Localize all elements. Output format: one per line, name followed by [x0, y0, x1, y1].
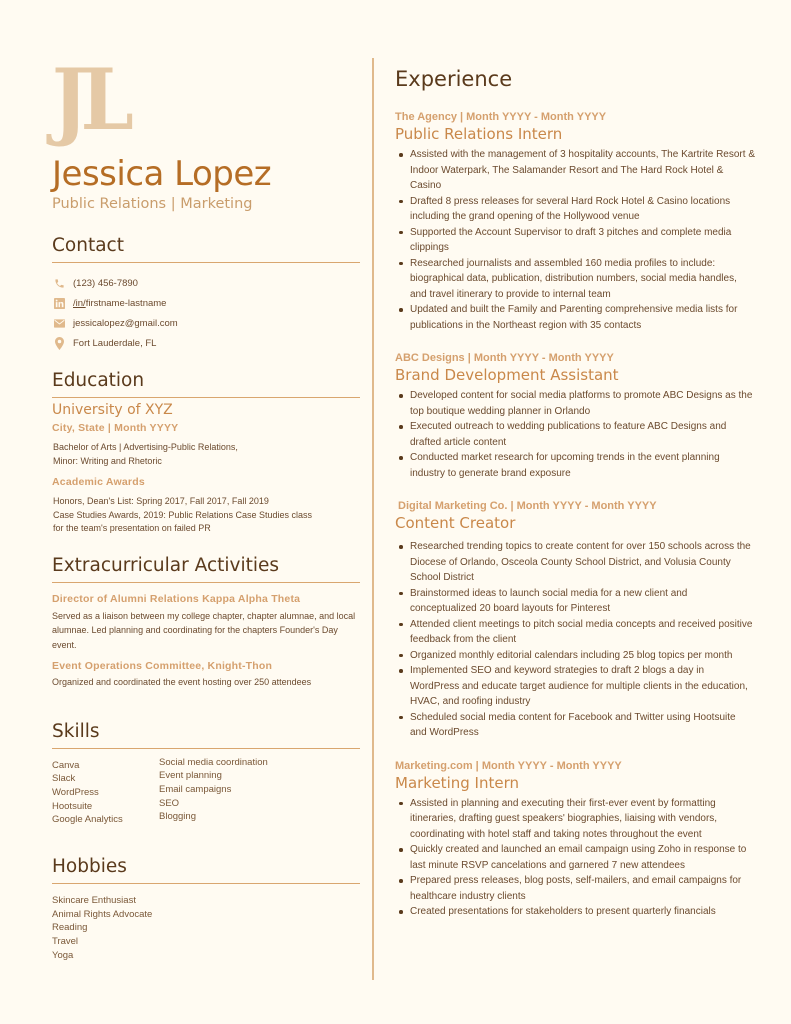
candidate-name: Jessica Lopez — [52, 154, 272, 194]
monogram-logo: JL — [52, 50, 127, 149]
job-entry — [395, 499, 755, 741]
hobby-item: Yoga — [52, 949, 74, 961]
right-column — [395, 66, 755, 920]
hobby-item: Skincare Enthusiast — [52, 895, 136, 907]
contact-location — [52, 333, 360, 353]
job-bullet: Prepared press releases, blog posts, self-mailers, and email campaigns for healthcare industry clients — [395, 873, 755, 904]
job-bullet: Researched journalists and assembled 160 media profiles to include: biographical data, publication, distribution numbers, social media handles, and travel itinerary to provide to internal team — [395, 256, 755, 303]
location-text: Fort Lauderdale, FL — [73, 337, 157, 349]
skill-item: Hootsuite — [52, 800, 93, 812]
job-entry — [395, 351, 755, 481]
job-bullet: Implemented SEO and keyword strategies to draft 2 blogs a day in WordPress and educate target audience for multiple clients in the education, HVAC, and roofing industry — [395, 663, 755, 710]
job-bullets — [395, 796, 755, 920]
skills-column-competencies — [159, 756, 268, 828]
candidate-tagline: Public Relations | Marketing — [52, 196, 253, 212]
skill-item: Canva — [52, 759, 80, 771]
education-section — [52, 369, 360, 536]
left-column — [52, 50, 360, 963]
job-entry — [395, 110, 755, 333]
hobbies-section — [52, 855, 360, 963]
degree-line-2: Minor: Writing and Rhetoric — [53, 455, 162, 466]
column-divider — [372, 58, 374, 980]
job-bullet: Executed outreach to wedding publications to feature ABC Designs and drafted article content — [395, 419, 755, 450]
skill-item: Google Analytics — [52, 814, 123, 826]
job-bullet: Supported the Account Supervisor to draft 3 pitches and complete media clippings — [395, 225, 755, 256]
job-bullet: Updated and built the Family and Parenting comprehensive media lists for publications in the Northeast region with 35 contacts — [395, 302, 755, 333]
hobby-item: Travel — [52, 936, 79, 948]
job-bullets — [395, 147, 755, 333]
skill-item: Social media coordination — [159, 756, 268, 768]
skill-item: Slack — [52, 773, 76, 785]
contact-section — [52, 234, 360, 353]
skill-item: Event planning — [159, 770, 222, 782]
contact-phone — [52, 273, 360, 293]
hobbies-list — [52, 894, 360, 963]
award-line: Honors, Dean's List: Spring 2017, Fall 2017, Fall 2019 — [53, 496, 269, 506]
activity-role: Event Operations Committee, Knight-Thon — [52, 660, 273, 672]
job-bullet: Assisted with the management of 3 hospitality accounts, The Kartrite Resort & Indoor Waterpark, The Salamander Resort and The Hard Rock Hotel & Casino — [395, 147, 755, 194]
hobby-item: Reading — [52, 922, 88, 934]
experience-heading: Experience — [395, 67, 513, 91]
job-bullet: Developed content for social media platforms to promote ABC Designs as the top boutique wedding planner in Orlando — [395, 388, 755, 419]
job-company-dates: ABC Designs | Month YYYY - Month YYYY — [395, 352, 614, 364]
extracurricular-heading: Extracurricular Activities — [52, 554, 360, 583]
contact-email[interactable] — [52, 313, 360, 333]
job-bullet: Conducted market research for upcoming trends in the event planning industry to generate brand exposure — [395, 450, 755, 481]
job-company-dates: The Agency | Month YYYY - Month YYYY — [395, 111, 607, 123]
job-bullet: Attended client meetings to pitch social media concepts and received positive feedback from the client — [395, 617, 755, 648]
education-heading: Education — [52, 369, 360, 398]
job-title: Public Relations Intern — [395, 125, 563, 143]
email-link[interactable]: jessicalopez@gmail.com — [73, 317, 178, 329]
skills-grid — [52, 756, 360, 828]
job-bullets — [395, 388, 755, 481]
activity-role: Director of Alumni Relations Kappa Alpha Theta — [52, 592, 301, 605]
email-icon — [53, 317, 65, 329]
linkedin-handle[interactable]: firstname-lastname — [85, 297, 167, 309]
job-company-dates: Marketing.com | Month YYYY - Month YYYY — [395, 759, 622, 772]
contact-linkedin[interactable] — [52, 293, 360, 313]
extracurricular-section — [52, 554, 360, 690]
school-location-date: City, State | Month YYYY — [52, 422, 179, 434]
job-company-dates: Digital Marketing Co. | Month YYYY - Month YYYY — [395, 500, 657, 512]
job-bullets — [395, 539, 755, 741]
awards-list — [53, 495, 360, 536]
job-bullet: Assisted in planning and executing their first-ever event by formatting itineraries, drafting guest speakers' biographies, liaising with vendors, coordinating with hotel staff and taking notes throughout the event — [395, 796, 755, 843]
job-bullet: Quickly created and launched an email campaign using Zoho in response to last minute RSVP cancelations and garnered 7 new attendees — [395, 842, 755, 873]
linkedin-link[interactable] — [73, 298, 166, 309]
award-line: Case Studies Awards, 2019: Public Relations Case Studies class — [53, 509, 312, 520]
hobbies-heading: Hobbies — [52, 855, 360, 884]
job-bullet: Drafted 8 press releases for several Hard Rock Hotel & Casino locations including the grand opening of the Hollywood venue — [395, 194, 755, 225]
phone-icon — [53, 277, 65, 289]
linkedin-prefix[interactable]: /in/ — [73, 297, 86, 309]
skill-item: Blogging — [159, 811, 196, 823]
activity-description: Served as a liaison between my college chapter, chapter alumnae, and local alumnae. Led planning and coordinating for the chapters Founder's Day event. — [52, 610, 356, 650]
job-bullet: Researched trending topics to create content for over 150 schools across the Diocese of Orlando, Osceola County School District, and Volusia County School District — [395, 539, 755, 586]
skill-item: Email campaigns — [159, 783, 232, 795]
skills-heading: Skills — [52, 720, 360, 749]
activity-description: Organized and coordinated the event hosting over 250 attendees — [52, 677, 312, 687]
hobby-item: Animal Rights Advocate — [52, 908, 153, 920]
job-title: Brand Development Assistant — [395, 366, 619, 384]
job-bullet: Scheduled social media content for Facebook and Twitter using Hootsuite and WordPress — [395, 710, 755, 741]
job-title: Content Creator — [395, 514, 516, 532]
contact-heading: Contact — [52, 234, 360, 263]
job-bullet: Organized monthly editorial calendars including 25 blog topics per month — [395, 648, 755, 664]
job-entry — [395, 759, 755, 920]
skill-item: SEO — [159, 797, 180, 809]
phone-text: (123) 456-7890 — [73, 277, 138, 289]
job-title: Marketing Intern — [395, 773, 519, 792]
skills-column-tools — [52, 759, 159, 828]
skill-item: WordPress — [52, 786, 99, 798]
academic-awards-heading: Academic Awards — [52, 476, 145, 488]
job-bullet: Created presentations for stakeholders to present quarterly financials — [395, 904, 755, 920]
location-pin-icon — [53, 337, 65, 349]
school-name: University of XYZ — [52, 402, 173, 418]
award-line: for the team's presentation on failed PR — [53, 523, 211, 533]
degree-line-1: Bachelor of Arts | Advertising-Public Relations, — [53, 442, 238, 452]
contact-list — [52, 273, 360, 353]
linkedin-icon — [53, 297, 65, 309]
skills-section — [52, 720, 360, 828]
job-bullet: Brainstormed ideas to launch social media for a new client and conceptualized 20 board layouts for Pinterest — [395, 586, 755, 617]
